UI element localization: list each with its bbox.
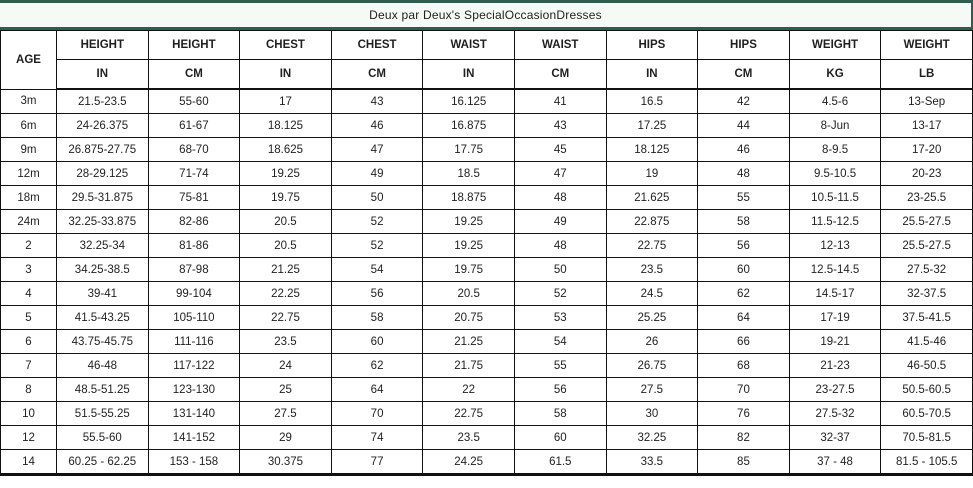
cell: 33.5 — [606, 450, 698, 475]
column-header-height-cm: HEIGHT — [148, 31, 240, 60]
cell: 43 — [331, 89, 423, 114]
cell: 8-Jun — [789, 114, 881, 138]
column-header-weight-kg: WEIGHT — [789, 31, 881, 60]
cell: 19.25 — [423, 210, 515, 234]
cell: 76 — [698, 402, 790, 426]
cell: 50 — [514, 258, 606, 282]
cell: 60 — [331, 330, 423, 354]
table-row-age-6 — [1, 330, 973, 354]
cell: 18.875 — [423, 186, 515, 210]
cell: 58 — [331, 306, 423, 330]
cell: 27.5 — [240, 402, 332, 426]
cell: 54 — [331, 258, 423, 282]
row-label-age: 8 — [1, 378, 57, 402]
cell: 12-13 — [789, 234, 881, 258]
cell: 26.75 — [606, 354, 698, 378]
table-row-age-6m — [1, 114, 973, 138]
cell: 46 — [698, 138, 790, 162]
table-row-age-10 — [1, 402, 973, 426]
table-head — [1, 31, 973, 90]
cell: 55.5-60 — [57, 426, 149, 450]
cell: 60.25 - 62.25 — [57, 450, 149, 475]
table-row-age-4 — [1, 282, 973, 306]
cell: 18.5 — [423, 162, 515, 186]
cell: 68 — [698, 354, 790, 378]
cell: 24-26.375 — [57, 114, 149, 138]
row-label-age: 9m — [1, 138, 57, 162]
cell: 22.75 — [606, 234, 698, 258]
cell: 49 — [331, 162, 423, 186]
cell: 17.75 — [423, 138, 515, 162]
cell: 64 — [698, 306, 790, 330]
cell: 85 — [698, 450, 790, 475]
cell: 21.25 — [423, 330, 515, 354]
cell: 70.5-81.5 — [881, 426, 973, 450]
cell: 10.5-11.5 — [789, 186, 881, 210]
cell: 53 — [514, 306, 606, 330]
cell: 22.75 — [240, 306, 332, 330]
cell: 11.5-12.5 — [789, 210, 881, 234]
cell: 75-81 — [148, 186, 240, 210]
cell: 20.5 — [240, 234, 332, 258]
cell: 68-70 — [148, 138, 240, 162]
row-label-age: 24m — [1, 210, 57, 234]
cell: 77 — [331, 450, 423, 475]
row-label-age: 6m — [1, 114, 57, 138]
cell: 19 — [606, 162, 698, 186]
cell: 46 — [331, 114, 423, 138]
cell: 29.5-31.875 — [57, 186, 149, 210]
cell: 23.5 — [423, 426, 515, 450]
cell: 52 — [331, 210, 423, 234]
cell: 56 — [331, 282, 423, 306]
cell: 47 — [331, 138, 423, 162]
cell: 55 — [698, 186, 790, 210]
cell: 50 — [331, 186, 423, 210]
title-bar — [0, 0, 973, 30]
row-label-age: 12 — [1, 426, 57, 450]
cell: 20.5 — [240, 210, 332, 234]
cell: 14.5-17 — [789, 282, 881, 306]
row-label-age: 2 — [1, 234, 57, 258]
cell: 23-25.5 — [881, 186, 973, 210]
cell: 54 — [514, 330, 606, 354]
cell: 117-122 — [148, 354, 240, 378]
cell: 27.5-32 — [789, 402, 881, 426]
column-header-hips-cm: HIPS — [698, 31, 790, 60]
table-row-age-12m — [1, 162, 973, 186]
column-header-chest-in: CHEST — [240, 31, 332, 60]
cell: 41.5-46 — [881, 330, 973, 354]
cell: 81-86 — [148, 234, 240, 258]
column-unit-weight-lb: LB — [881, 60, 973, 90]
cell: 21.75 — [423, 354, 515, 378]
cell: 46-48 — [57, 354, 149, 378]
row-label-age: 5 — [1, 306, 57, 330]
cell: 32.25-33.875 — [57, 210, 149, 234]
table-row-age-24m — [1, 210, 973, 234]
cell: 60 — [514, 426, 606, 450]
cell: 48 — [698, 162, 790, 186]
cell: 111-116 — [148, 330, 240, 354]
cell: 37 - 48 — [789, 450, 881, 475]
row-label-age: 3 — [1, 258, 57, 282]
cell: 37.5-41.5 — [881, 306, 973, 330]
cell: 22 — [423, 378, 515, 402]
row-label-age: 7 — [1, 354, 57, 378]
cell: 23.5 — [240, 330, 332, 354]
cell: 44 — [698, 114, 790, 138]
cell: 66 — [698, 330, 790, 354]
cell: 60 — [698, 258, 790, 282]
cell: 62 — [698, 282, 790, 306]
cell: 58 — [698, 210, 790, 234]
cell: 61.5 — [514, 450, 606, 475]
page-title: Deux par Deux's SpecialOccasionDresses — [369, 8, 602, 22]
cell: 25.25 — [606, 306, 698, 330]
cell: 25.5-27.5 — [881, 210, 973, 234]
column-unit-weight-kg: KG — [789, 60, 881, 90]
cell: 21.25 — [240, 258, 332, 282]
cell: 50.5-60.5 — [881, 378, 973, 402]
cell: 45 — [514, 138, 606, 162]
row-label-age: 12m — [1, 162, 57, 186]
cell: 13-Sep — [881, 89, 973, 114]
cell: 48 — [514, 186, 606, 210]
cell: 55 — [514, 354, 606, 378]
cell: 16.125 — [423, 89, 515, 114]
cell: 87-98 — [148, 258, 240, 282]
column-unit-chest-in: IN — [240, 60, 332, 90]
cell: 141-152 — [148, 426, 240, 450]
table-body — [1, 89, 973, 475]
row-label-age: 10 — [1, 402, 57, 426]
cell: 23.5 — [606, 258, 698, 282]
cell: 17-19 — [789, 306, 881, 330]
column-unit-hips-in: IN — [606, 60, 698, 90]
cell: 131-140 — [148, 402, 240, 426]
table-row-age-5 — [1, 306, 973, 330]
table-row-age-18m — [1, 186, 973, 210]
row-label-age: 14 — [1, 450, 57, 475]
cell: 43.75-45.75 — [57, 330, 149, 354]
column-unit-hips-cm: CM — [698, 60, 790, 90]
cell: 9.5-10.5 — [789, 162, 881, 186]
cell: 74 — [331, 426, 423, 450]
cell: 21-23 — [789, 354, 881, 378]
table-row-age-2 — [1, 234, 973, 258]
cell: 18.125 — [606, 138, 698, 162]
cell: 24 — [240, 354, 332, 378]
cell: 26.875-27.75 — [57, 138, 149, 162]
cell: 32.25-34 — [57, 234, 149, 258]
cell: 58 — [514, 402, 606, 426]
column-header-chest-cm: CHEST — [331, 31, 423, 60]
cell: 34.25-38.5 — [57, 258, 149, 282]
row-label-age: 3m — [1, 89, 57, 114]
cell: 56 — [514, 378, 606, 402]
cell: 82 — [698, 426, 790, 450]
table-row-age-3m — [1, 89, 973, 114]
column-header-weight-lb: WEIGHT — [881, 31, 973, 60]
cell: 61-67 — [148, 114, 240, 138]
cell: 17 — [240, 89, 332, 114]
cell: 52 — [514, 282, 606, 306]
cell: 105-110 — [148, 306, 240, 330]
cell: 22.875 — [606, 210, 698, 234]
cell: 20-23 — [881, 162, 973, 186]
cell: 21.5-23.5 — [57, 89, 149, 114]
cell: 32.25 — [606, 426, 698, 450]
cell: 48.5-51.25 — [57, 378, 149, 402]
cell: 25.5-27.5 — [881, 234, 973, 258]
cell: 16.875 — [423, 114, 515, 138]
cell: 48 — [514, 234, 606, 258]
cell: 41 — [514, 89, 606, 114]
cell: 20.75 — [423, 306, 515, 330]
cell: 18.625 — [240, 138, 332, 162]
column-unit-height-cm: CM — [148, 60, 240, 90]
cell: 70 — [698, 378, 790, 402]
cell: 20.5 — [423, 282, 515, 306]
cell: 19.25 — [240, 162, 332, 186]
cell: 29 — [240, 426, 332, 450]
cell: 99-104 — [148, 282, 240, 306]
cell: 82-86 — [148, 210, 240, 234]
cell: 64 — [331, 378, 423, 402]
column-unit-waist-cm: CM — [514, 60, 606, 90]
column-unit-height-in: IN — [57, 60, 149, 90]
cell: 30 — [606, 402, 698, 426]
cell: 62 — [331, 354, 423, 378]
column-header-age: AGE — [1, 31, 57, 90]
table-row-age-3 — [1, 258, 973, 282]
table-row-age-12 — [1, 426, 973, 450]
column-header-hips-in: HIPS — [606, 31, 698, 60]
column-unit-waist-in: IN — [423, 60, 515, 90]
column-header-height-in: HEIGHT — [57, 31, 149, 60]
column-header-waist-cm: WAIST — [514, 31, 606, 60]
cell: 21.625 — [606, 186, 698, 210]
column-unit-chest-cm: CM — [331, 60, 423, 90]
cell: 49 — [514, 210, 606, 234]
cell: 51.5-55.25 — [57, 402, 149, 426]
cell: 47 — [514, 162, 606, 186]
row-label-age: 4 — [1, 282, 57, 306]
cell: 32-37.5 — [881, 282, 973, 306]
cell: 17.25 — [606, 114, 698, 138]
cell: 12.5-14.5 — [789, 258, 881, 282]
cell: 81.5 - 105.5 — [881, 450, 973, 475]
cell: 71-74 — [148, 162, 240, 186]
cell: 17-20 — [881, 138, 973, 162]
cell: 26 — [606, 330, 698, 354]
cell: 42 — [698, 89, 790, 114]
cell: 41.5-43.25 — [57, 306, 149, 330]
cell: 16.5 — [606, 89, 698, 114]
cell: 39-41 — [57, 282, 149, 306]
cell: 23-27.5 — [789, 378, 881, 402]
cell: 19.75 — [423, 258, 515, 282]
cell: 22.75 — [423, 402, 515, 426]
cell: 19.25 — [423, 234, 515, 258]
cell: 52 — [331, 234, 423, 258]
table-row-age-9m — [1, 138, 973, 162]
cell: 22.25 — [240, 282, 332, 306]
cell: 27.5 — [606, 378, 698, 402]
cell: 19-21 — [789, 330, 881, 354]
cell: 60.5-70.5 — [881, 402, 973, 426]
cell: 28-29.125 — [57, 162, 149, 186]
cell: 70 — [331, 402, 423, 426]
cell: 4.5-6 — [789, 89, 881, 114]
table-row-age-7 — [1, 354, 973, 378]
cell: 24.25 — [423, 450, 515, 475]
size-chart-table — [0, 30, 973, 476]
cell: 56 — [698, 234, 790, 258]
cell: 19.75 — [240, 186, 332, 210]
row-label-age: 18m — [1, 186, 57, 210]
cell: 123-130 — [148, 378, 240, 402]
cell: 32-37 — [789, 426, 881, 450]
cell: 55-60 — [148, 89, 240, 114]
cell: 8-9.5 — [789, 138, 881, 162]
column-header-waist-in: WAIST — [423, 31, 515, 60]
table-row-age-14 — [1, 450, 973, 475]
cell: 43 — [514, 114, 606, 138]
table-row-age-8 — [1, 378, 973, 402]
cell: 13-17 — [881, 114, 973, 138]
cell: 24.5 — [606, 282, 698, 306]
cell: 153 - 158 — [148, 450, 240, 475]
cell: 18.125 — [240, 114, 332, 138]
cell: 30.375 — [240, 450, 332, 475]
cell: 25 — [240, 378, 332, 402]
row-label-age: 6 — [1, 330, 57, 354]
cell: 46-50.5 — [881, 354, 973, 378]
cell: 27.5-32 — [881, 258, 973, 282]
